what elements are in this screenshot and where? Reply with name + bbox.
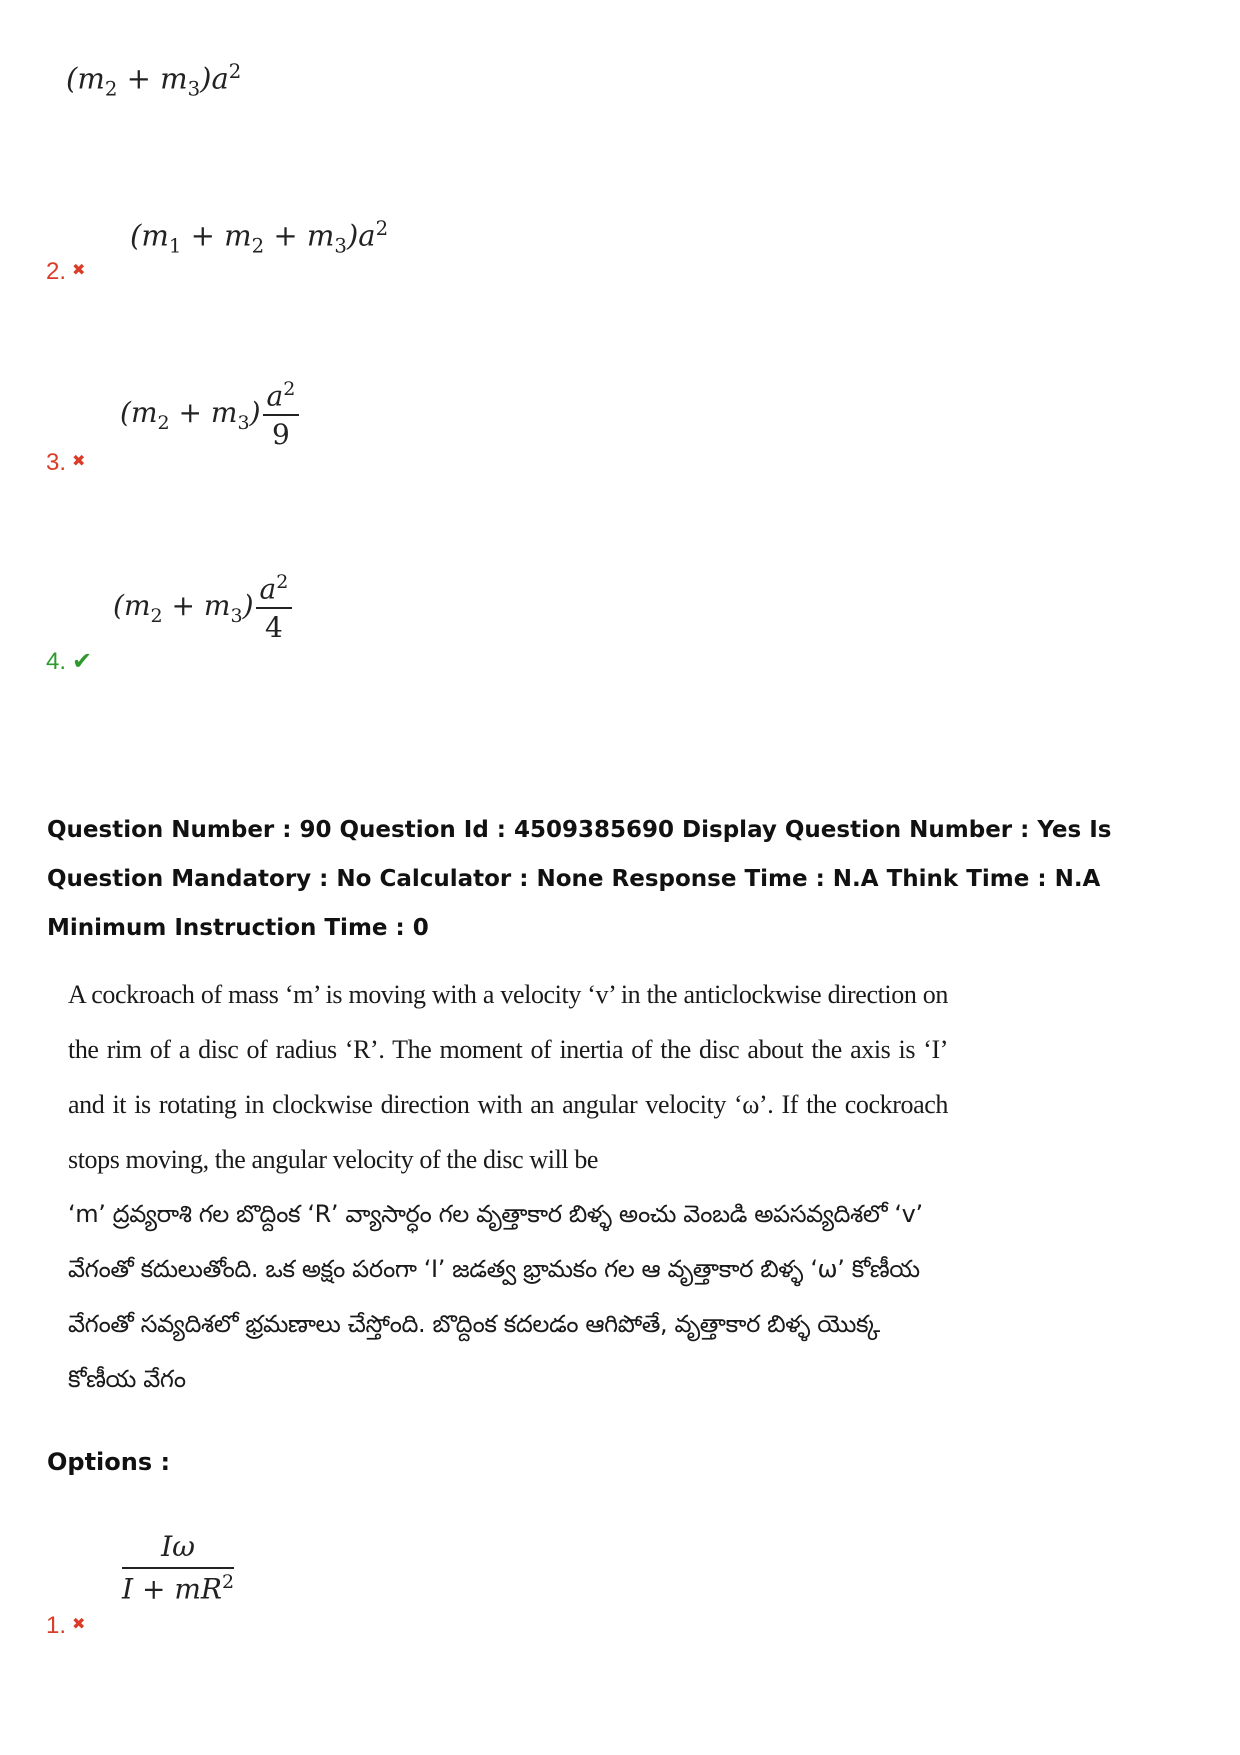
prev-option-3-number-row [46, 449, 85, 477]
prev-option-3-math: $(m_2 + m_3)$ $\frac{a^2}{9}$ [120, 378, 299, 451]
prev-option-1-math: $(m_2 + m_3)a^2$ [66, 60, 242, 101]
prev-option-3-number: 3. [46, 449, 67, 476]
option-1-number: 1. [46, 1612, 67, 1639]
prev-option-2-number: 2. [46, 258, 67, 285]
prev-option-2-math: $(m_1 + m_2 + m_3)a^2$ [130, 217, 389, 258]
prev-option-4-math: $(m_2 + m_3)$ $\frac{a^2}{4}$ [113, 571, 292, 644]
option-1-math: $\frac{I\omega}{I + mR^2}$ [122, 1530, 235, 1606]
prev-option-4-number-row [46, 647, 92, 676]
question-text-telugu: ‘m’ ద్రవ్యరాశి గల బొద్దింక ‘R’ వ్యాసార్ధం గల వృత్తాకార బిళ్ళ అంచు వెంబడి అపసవ్యదిశలో ‘v’ వేగంతో కదులుతోంది. ఒక అక్షం పరంగా ‘I’ జడత్వ భ్రామకం గల ఆ వృత్తాకార బిళ్ళ ‘ω’ కోణీయ వేగంతో సవ్యదిశలో భ్రమణాలు చేస్తోంది. బొద్దింక కదలడం ఆగిపోతే, వృత్తాకార బిళ్ళ యొక్క కోణీయ వేగం [68, 1200, 923, 1393]
cross-icon: ✖ [72, 453, 86, 470]
option-1-number-row [46, 1612, 85, 1640]
prev-option-4-number: 4. [46, 648, 67, 675]
question-meta: Question Number : 90 Question Id : 4509385690 Display Question Number : Yes Is Question Mandatory : No Calculator : None Response Time : N.A Think Time : N.A Minimum Instruction Time : 0 [47, 817, 1112, 941]
question-body [68, 967, 948, 1407]
question-text-english: A cockroach of mass ‘m’ is moving with a velocity ‘v’ in the anticlockwise direction on the rim of a disc of radius ‘R’. The moment of inertia of the disc about the axis is ‘I’ and it is rotating in clockwise direction with an angular velocity ‘ω’. If the cockroach stops moving, the angular velocity of the disc will be [68, 980, 948, 1174]
options-label: Options : [47, 1448, 171, 1476]
check-icon: ✔ [72, 648, 93, 675]
prev-option-2-number-row [46, 258, 85, 286]
cross-icon: ✖ [72, 262, 86, 279]
cross-icon: ✖ [72, 1616, 86, 1633]
